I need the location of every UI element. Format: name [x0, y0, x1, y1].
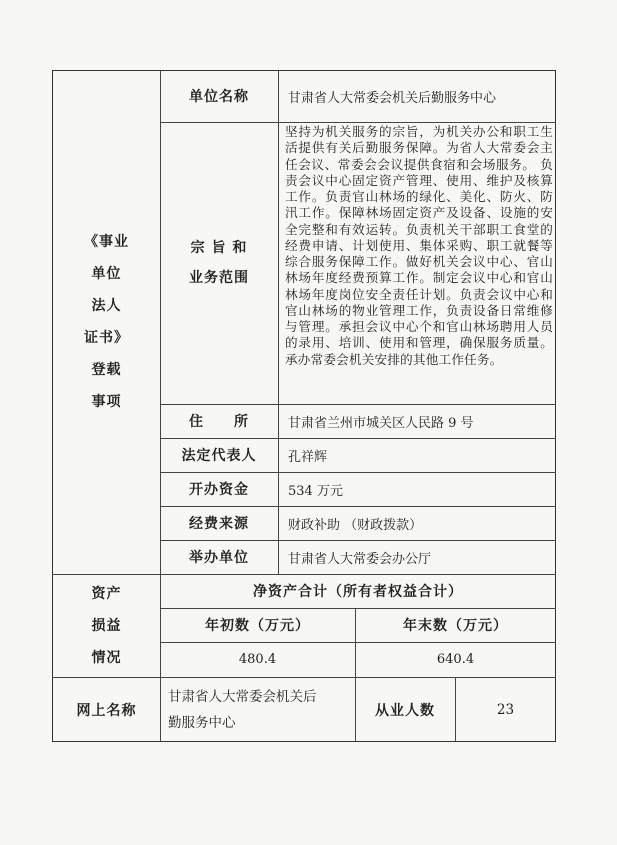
scope-label-line: 宗 旨 和 — [190, 240, 248, 256]
capital-label: 开办资金 — [189, 482, 249, 498]
assets-header — [53, 574, 160, 677]
header-line: 法人 — [91, 298, 122, 314]
header-line: 证书》 — [84, 330, 129, 346]
legal-rep-label: 法定代表人 — [181, 448, 257, 464]
online-name-label: 网上名称 — [76, 702, 137, 719]
end-of-year-value: 640.4 — [436, 652, 475, 667]
end-of-year-label: 年末数（万元） — [403, 618, 508, 634]
assets-header-line: 资产 — [91, 585, 122, 602]
address-label: 住 所 — [189, 414, 249, 430]
scope-label — [160, 122, 278, 404]
header-line: 单位 — [91, 266, 122, 282]
sponsor-label: 举办单位 — [189, 550, 249, 566]
legal-rep-value: 孔祥辉 — [288, 449, 328, 465]
certificate-items-header — [53, 70, 160, 574]
assets-header-line: 损益 — [91, 617, 122, 634]
net-assets-header: 净资产合计（所有者权益合计） — [253, 584, 463, 600]
unit-name-value: 甘肃省人大常委会机关后勤服务中心 — [288, 90, 497, 106]
sponsor-value: 甘肃省人大常委会办公厅 — [288, 551, 432, 567]
scope-value: 坚持为机关服务的宗旨，为机关办公和职工生活提供有关后勤服务保障。为省人大常委会主任会议、常委会会议提供食宿和会场服务。 负责会议中心固定资产管理、使用、维护及核算工作。负责官山林场的绿化、美化、防火、防汛工作。保障林场固定资产及设备、设施的安全完整和有效运转。负责机关干部职工食堂的经费申请、计划使用、集体采购、职工就餐等综合服务保障工作。做好机关会议中心、官山林场年度经费预算工作。制定会议中心和官山林场年度岗位安全责任计划。负责会议中心和官山林场的物业管理工作，负责设备日常维修与管理。承担会议中心个和官山林场聘用人员的录用、培训、使用和管理，确保服务质量。承办常委会机关安排的其他工作任务。 — [285, 124, 553, 367]
staff-count-value: 23 — [496, 701, 515, 718]
scope-label-line: 业务范围 — [189, 270, 249, 286]
header-line: 登载 — [91, 362, 122, 378]
online-name-line: 勤服务中心 — [168, 714, 236, 731]
begin-of-year-value: 480.4 — [238, 652, 277, 667]
assets-header-line: 情况 — [91, 649, 122, 666]
header-line: 《事业 — [84, 234, 129, 250]
funding-label: 经费来源 — [189, 516, 249, 532]
capital-value: 534 万元 — [288, 483, 343, 499]
staff-count-label: 从业人数 — [375, 702, 435, 719]
address-value: 甘肃省兰州市城关区人民路 9 号 — [288, 415, 474, 431]
online-name-value — [160, 677, 355, 742]
begin-of-year-label: 年初数（万元） — [205, 618, 310, 634]
funding-value: 财政补助 （财政拨款） — [288, 517, 423, 533]
unit-name-label: 单位名称 — [189, 89, 249, 105]
online-name-line: 甘肃省人大常委会机关后 — [168, 688, 317, 705]
header-line: 事项 — [91, 394, 122, 410]
